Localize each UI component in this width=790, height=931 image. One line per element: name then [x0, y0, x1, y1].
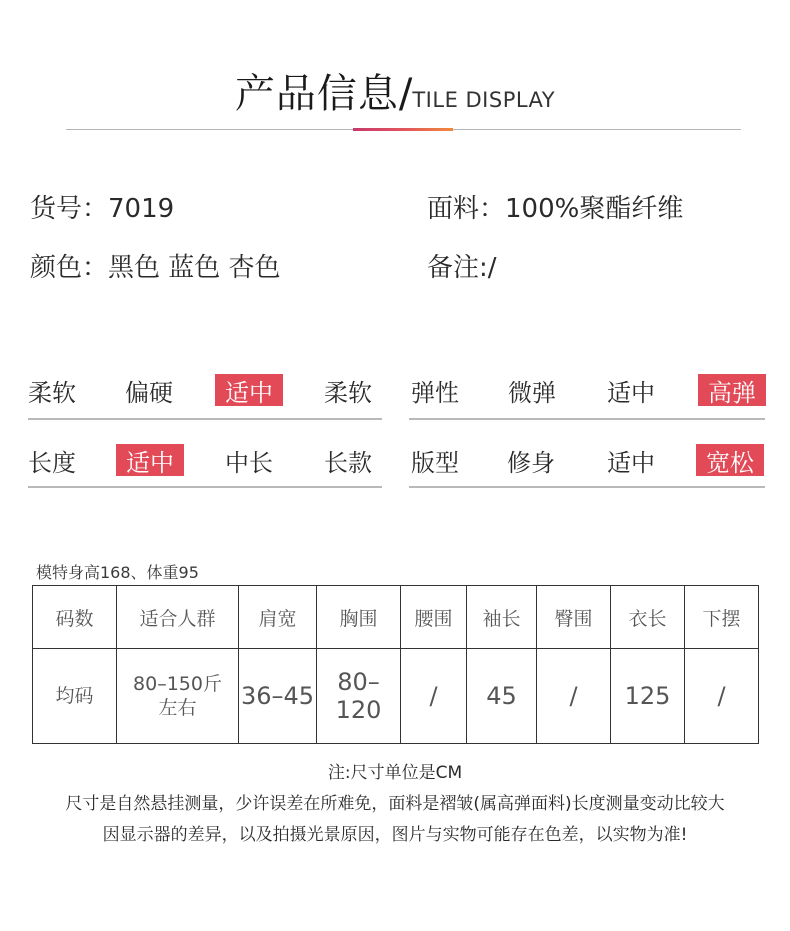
attr-fit-label: 版型 [411, 448, 459, 477]
item-number: 货号：7019 [30, 194, 175, 224]
section-header [0, 62, 790, 119]
header-cell: 下摆 [685, 586, 759, 649]
header-cell: 适合人群 [117, 586, 239, 649]
table-row [33, 649, 759, 744]
hem-cell: / [685, 649, 759, 744]
attr-divider [409, 418, 765, 420]
waist-cell: / [401, 649, 467, 744]
audience-line-1: 80–150斤 [133, 673, 222, 695]
header-cell: 臀围 [537, 586, 611, 649]
header-cell: 腰围 [401, 586, 467, 649]
attr-length [0, 434, 395, 486]
attr-fit-opt-0: 修身 [507, 448, 555, 477]
attr-softness-opt-2: 柔软 [324, 378, 372, 407]
attr-softness-label: 柔软 [28, 378, 76, 407]
attr-softness-opt-1-selected: 适中 [215, 374, 283, 406]
header-cell: 码数 [33, 586, 117, 649]
attr-divider [28, 418, 382, 420]
header-cell: 肩宽 [239, 586, 317, 649]
color-disclaimer: 因显示器的差异，以及拍摄光景原因，图片与实物可能存在色差，以实物为准! [102, 825, 688, 845]
fabric-info: 面料：100%聚酯纤维 [427, 194, 684, 224]
attr-length-opt-0-selected: 适中 [116, 444, 184, 476]
sleeve-cell: 45 [467, 649, 537, 744]
section-title: 产品信息 [234, 71, 399, 117]
attr-length-opt-1: 中长 [225, 448, 273, 477]
hip-cell: / [537, 649, 611, 744]
size-cell: 均码 [33, 649, 117, 744]
color-info: 颜色：黑色 蓝色 杏色 [30, 253, 281, 283]
chest-cell: 80–120 [317, 649, 401, 744]
attr-softness [0, 364, 395, 416]
title-slash: / [398, 71, 413, 117]
remark-info: 备注:/ [427, 253, 497, 283]
measurement-note: 尺寸是自然悬挂测量，少许误差在所难免，面料是褶皱(属高弹面料)长度测量变动比较大 [65, 794, 725, 814]
header-cell: 衣长 [611, 586, 685, 649]
unit-note: 注:尺寸单位是CM [327, 763, 463, 783]
attr-elasticity [395, 364, 790, 416]
size-table [32, 585, 759, 744]
attr-length-opt-2: 长款 [324, 448, 372, 477]
attr-length-label: 长度 [28, 448, 76, 477]
header-cell: 胸围 [317, 586, 401, 649]
attr-elasticity-opt-2-selected: 高弹 [698, 374, 766, 406]
attr-fit-opt-2-selected: 宽松 [696, 444, 764, 476]
header-accent-bar [353, 128, 453, 131]
attr-divider [28, 486, 382, 488]
audience-line-2: 左右 [158, 697, 197, 719]
size-table-header-row [33, 586, 759, 649]
attr-fit-opt-1: 适中 [607, 448, 655, 477]
attr-fit [395, 434, 790, 486]
length-cell: 125 [611, 649, 685, 744]
shoulder-cell: 36–45 [239, 649, 317, 744]
header-cell: 袖长 [467, 586, 537, 649]
attr-elasticity-label: 弹性 [411, 378, 459, 407]
attr-softness-opt-0: 偏硬 [125, 378, 173, 407]
section-subtitle: TILE DISPLAY [412, 88, 556, 112]
attr-elasticity-opt-1: 适中 [607, 378, 655, 407]
attr-elasticity-opt-0: 微弹 [508, 378, 556, 407]
attr-divider [409, 486, 765, 488]
model-note: 模特身高168、体重95 [36, 563, 199, 582]
audience-cell [117, 649, 239, 744]
